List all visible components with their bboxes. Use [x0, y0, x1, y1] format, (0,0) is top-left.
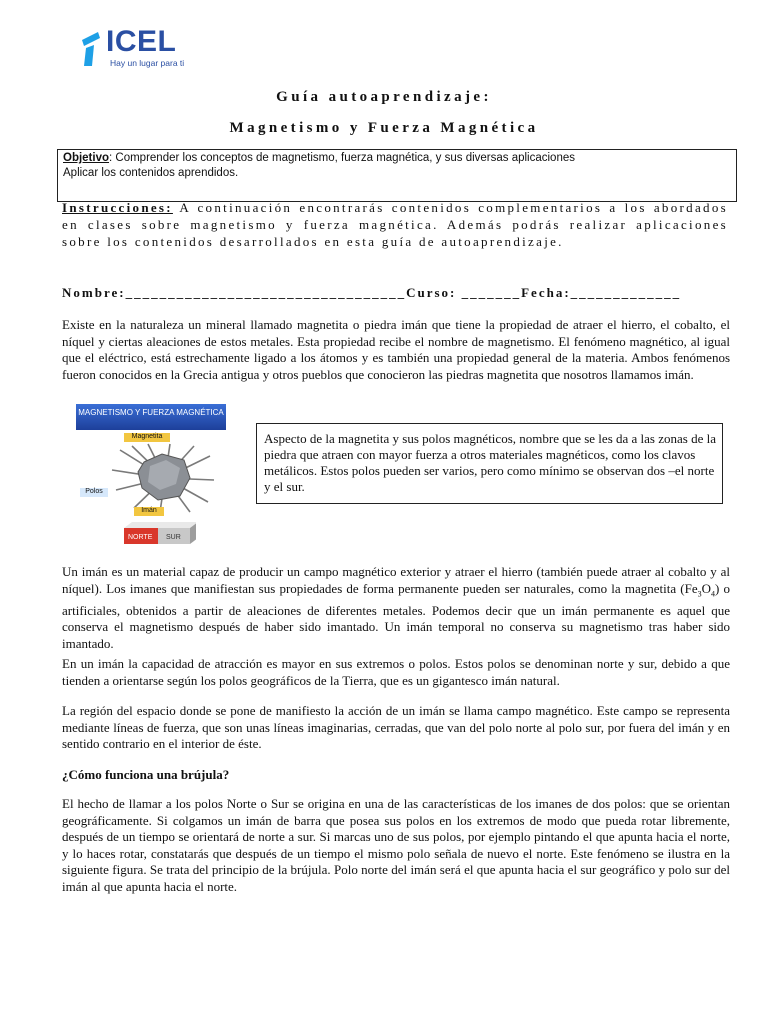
figure-caption: Aspecto de la magnetita y sus polos magnéticos, nombre que se les da a las zonas de la piedra que atraen con mayor fuerza a otros materiales magnéticos, como los clavos metálicos. Estos polos pueden ser varios, pero como mínimo se observan dos –el norte y el sur.	[256, 423, 723, 504]
bar-magnet-icon	[118, 520, 196, 550]
objective-text-2: Aplicar los contenidos aprendidos.	[63, 167, 239, 179]
logo-mark-icon	[78, 30, 104, 66]
guide-title: Guía autoaprendizaje:	[276, 89, 492, 105]
subscript-4: 4	[710, 589, 715, 599]
magnet-south-label: SUR	[166, 534, 181, 541]
logo-tagline: Hay un lugar para ti	[110, 58, 185, 68]
paragraph-iman-part-1: Un imán es un material capaz de producir un campo magnético exterior y atraer el hierro (también puede atraer al cobalto y al níquel). Los imanes que manifiestan sus propiedades de forma permanente pueden ser naturales, como la magnetita (Fe	[62, 564, 730, 596]
student-form-line: Nombre:_________________________________Curso: _______Fecha:_____________	[62, 285, 682, 300]
figure-label-iman: Imán	[134, 507, 164, 516]
paragraph-iman-part-2: ) o artificiales, obtenidos a partir de aleaciones de diferentes metales. Podemos decir que un imán permanente es aquel que conserva el magnetismo después de haber sido imantado. Un imán temporal no conserva su magnetismo tras haber sido imantado.	[62, 580, 730, 651]
instructions	[62, 199, 728, 250]
figure-label-polos: Polos	[80, 488, 108, 497]
magnetite-stone-icon	[110, 442, 220, 514]
icel-logo	[78, 25, 200, 72]
topic-title: Magnetismo y Fuerza Magnética	[229, 120, 539, 136]
paragraph-brujula: El hecho de llamar a los polos Norte o Sur se origina en una de las características de los imanes de dos polos: que se orientan geográficamente. Si colgamos un imán de barra que posea sus polos en los extremos de modo que pueda rotar libremente, después de un tiempo se orientará de norte a sur. Si marcas uno de sus polos, por ejemplo pintando el que apunta hacia el norte, y lo haces rotar, constatarás que después de un tiempo el mismo polo señala de nuevo el norte. Este fenómeno se ilustra en la siguiente figura. Se trata del principio de la brújula. Polo norte del imán será el que apunta hacia el sur geográfico y polo sur del imán al que apunta hacia el norte.	[62, 796, 730, 894]
instructions-label: Instrucciones:	[62, 200, 173, 215]
subscript-3: 3	[697, 589, 702, 599]
paragraph-iman	[62, 564, 730, 652]
objective-line-1	[63, 152, 575, 164]
objective-text-1: : Comprender los conceptos de magnetismo, fuerza magnética, y sus diversas aplicaciones	[109, 152, 575, 164]
instructions-text: A continuación encontrarás contenidos complementarios a los abordados en clases sobre magnetismo y fuerza magnética. Además podrás realizar aplicaciones sobre los contenidos desarrollados en esta guía de autoaprendizaje.	[62, 200, 728, 249]
paragraph-polos: En un imán la capacidad de atracción es mayor en sus extremos o polos. Estos polos se denominan norte y sur, debido a que tienden a orientarse según los polos geográficos de la Tierra, que es un gigantesco imán natural.	[62, 656, 730, 688]
brujula-heading: ¿Cómo funciona una brújula?	[62, 767, 230, 782]
paragraph-magnetita: Existe en la naturaleza un mineral llamado magnetita o piedra imán que tiene la propiedad de atraer el hierro, el cobalto, el níquel y ciertas aleaciones de estos metales. Esta propiedad recibe el nombre de magnetismo. El fenómeno magnético, al igual que el eléctrico, está estrechamente ligado a los átomos y es también una propiedad general de la materia. Ambos fenómenos fueron conocidos en la Grecia antigua y otros pueblos que conocieron las piedras magnetita que nosotros llamamos imán.	[62, 317, 730, 382]
logo-name: ICEL	[106, 25, 177, 58]
paragraph-campo: La región del espacio donde se pone de manifiesto la acción de un imán se llama campo magnético. Este campo se representa mediante líneas de fuerza, que son unas líneas imaginarias, cerradas, que van del polo norte al polo sur, por fuera del imán y en sentido contrario en el interior de éste.	[62, 703, 730, 751]
magnet-north-label: NORTE	[128, 534, 153, 541]
objective-label: Objetivo	[63, 152, 110, 164]
objective-box	[57, 149, 737, 202]
figure-label-magnetita: Magnetita	[124, 433, 170, 442]
magnetite-figure	[76, 404, 226, 552]
paragraph-iman-oxygen: O	[701, 580, 711, 596]
figure-title: MAGNETISMO Y FUERZA MAGNÉTICA	[76, 404, 226, 430]
